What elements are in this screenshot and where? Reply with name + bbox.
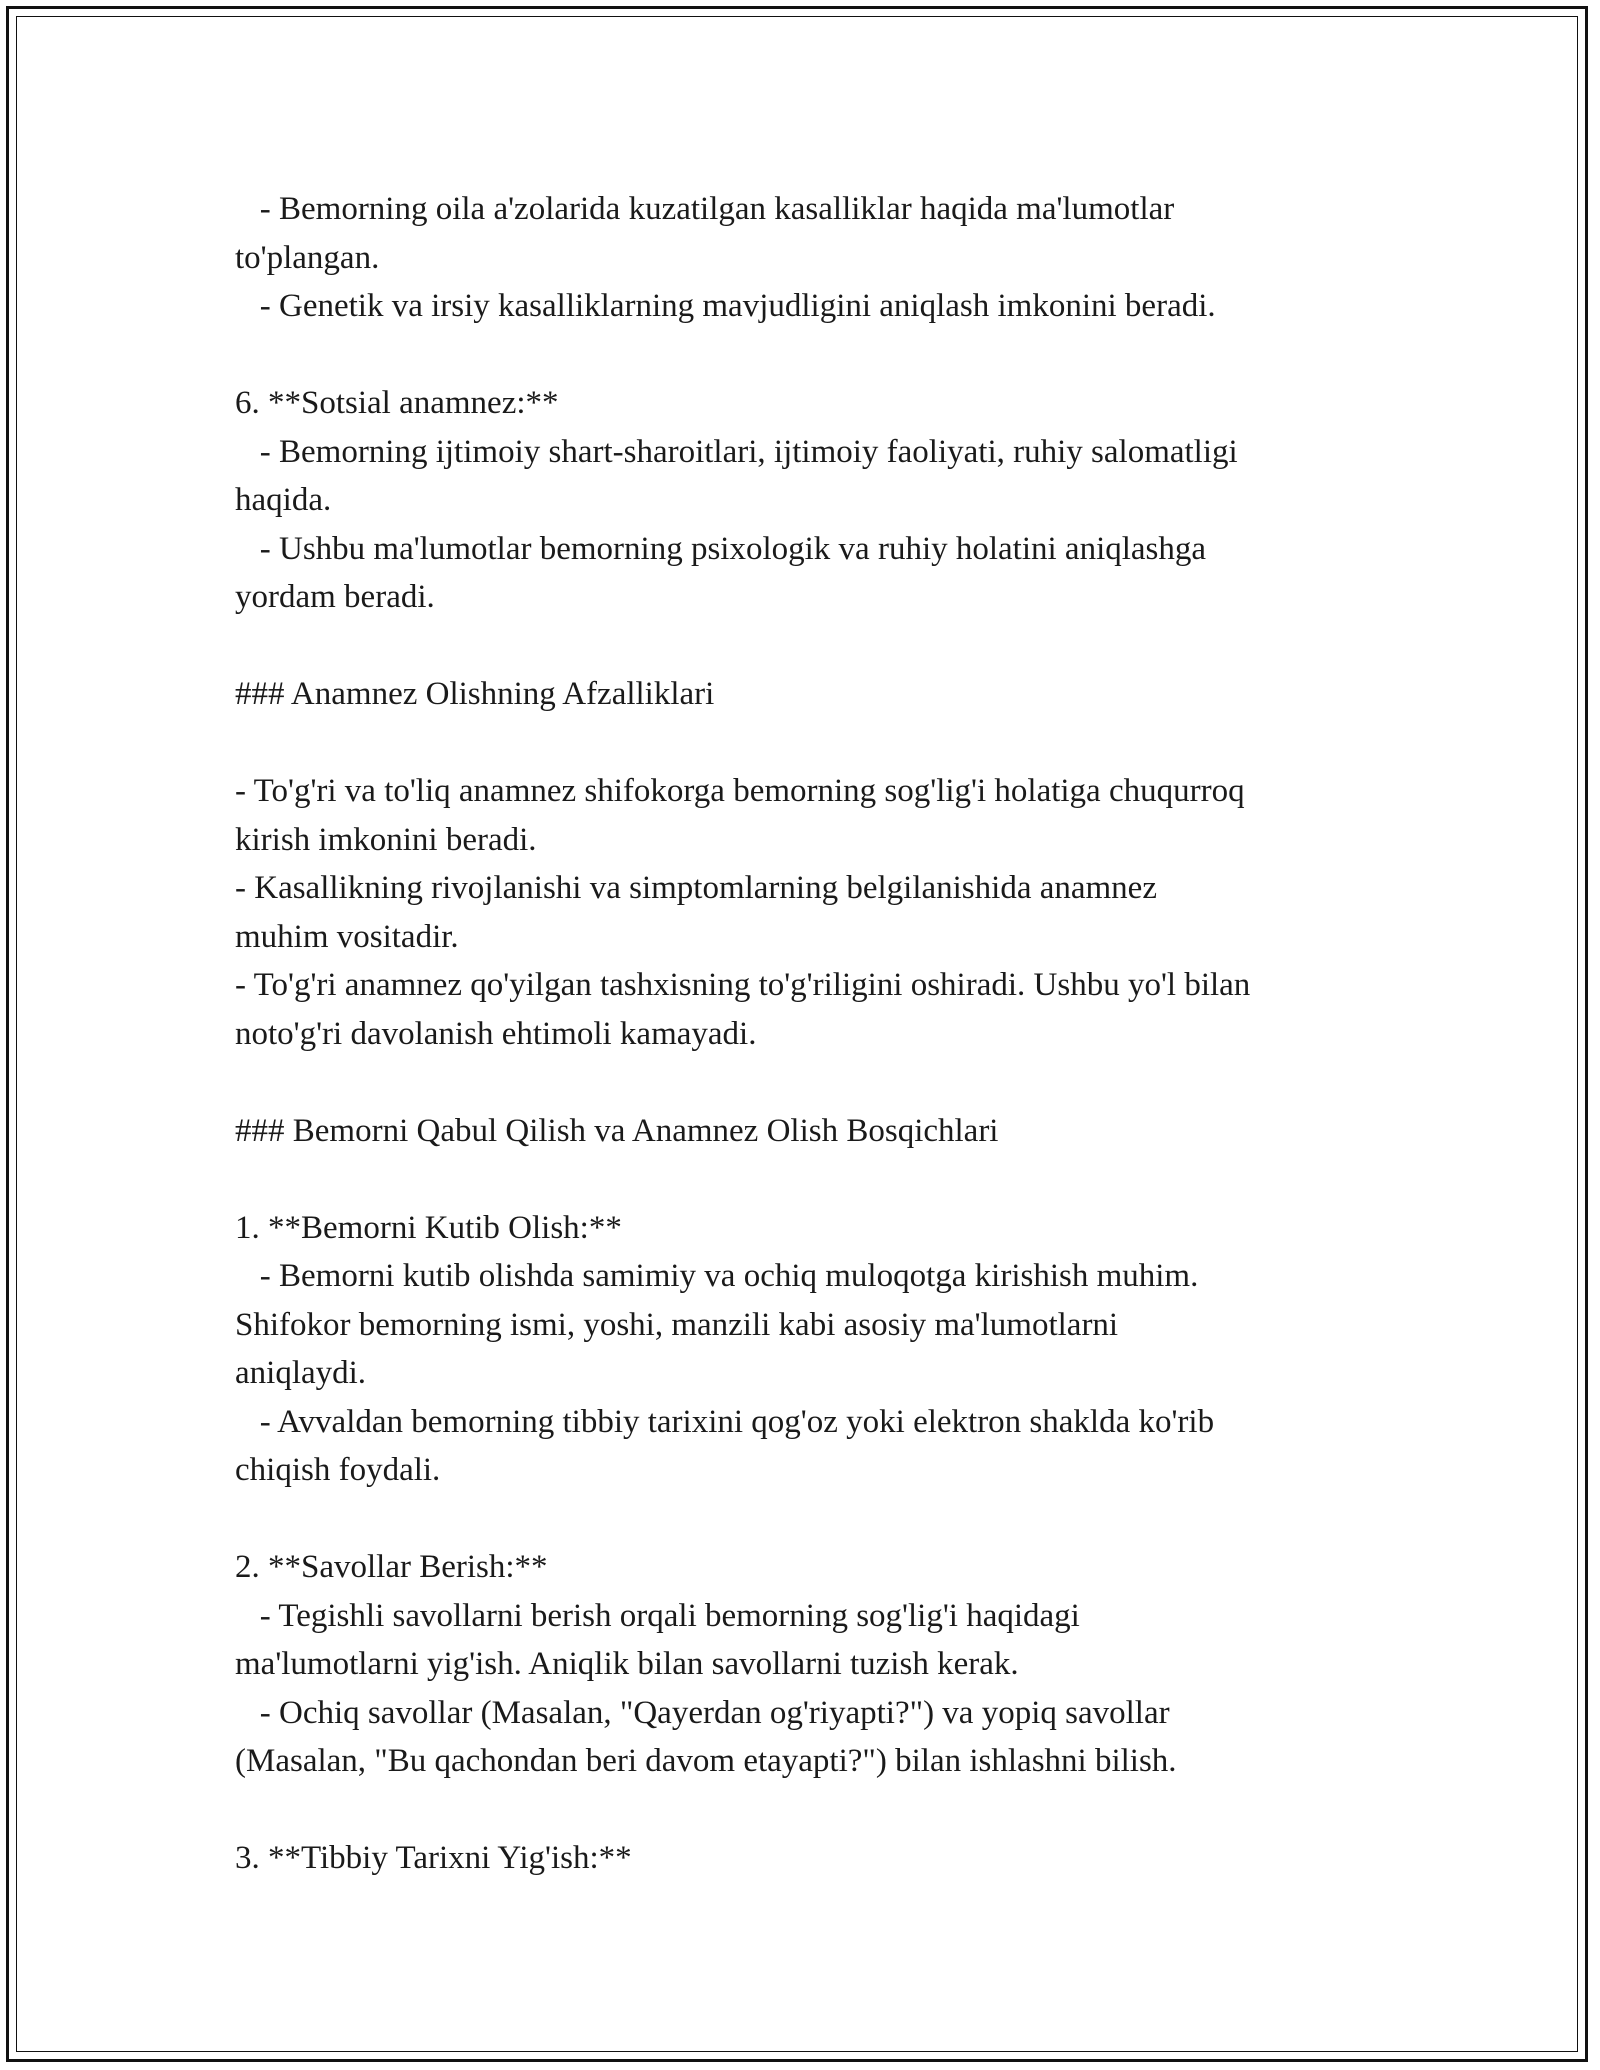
section-heading: 6. **Sotsial anamnez:** (235, 385, 559, 421)
text-line: - To'g'ri anamnez qo'yilgan tashxisning to'g'riligini oshiradi. Ushbu yo'l bilan (235, 967, 1251, 1003)
text-line: noto'g'ri davolanish ehtimoli kamayadi. (235, 1015, 757, 1052)
text-line: - Kasallikning rivojlanishi va simptomlarning belgilanishida anamnez (235, 870, 1157, 906)
text-line: haqida. (235, 482, 332, 518)
text-line: - Ushbu ma'lumotlar bemorning psixologik va ruhiy holatini aniqlashga (235, 530, 1207, 567)
text-line: ma'lumotlarni yig'ish. Aniqlik bilan savollarni tuzish kerak. (235, 1646, 1019, 1682)
text-line: - Genetik va irsiy kasalliklarning mavjudligini aniqlash imkonini beradi. (235, 288, 1216, 324)
text-line: Shifokor bemorning ismi, yoshi, manzili kabi asosiy ma'lumotlarni (235, 1306, 1119, 1343)
section-heading: 3. **Tibbiy Tarixni Yig'ish:** (235, 1840, 632, 1876)
section-heading: 1. **Bemorni Kutib Olish:** (235, 1209, 622, 1246)
text-line: - Tegishli savollarni berish orqali bemorning sog'lig'i haqidagi (235, 1597, 1080, 1634)
text-line: - Ochiq savollar (Masalan, "Qayerdan og'riyapti?") va yopiq savollar (235, 1694, 1170, 1731)
blank-line (235, 331, 1415, 380)
section-heading: ### Anamnez Olishning Afzalliklari (235, 676, 715, 712)
text-line: - Avvaldan bemorning tibbiy tarixini qog'oz yoki elektron shaklda ko'rib (235, 1403, 1215, 1440)
text-line: muhim vositadir. (235, 918, 459, 955)
section-heading: ### Bemorni Qabul Qilish va Anamnez Olish Bosqichlari (235, 1112, 999, 1149)
blank-line (235, 622, 1415, 671)
text-line: - Bemorning ijtimoiy shart-sharoitlari, ijtimoiy faoliyati, ruhiy salomatligi (235, 433, 1238, 470)
text-line: - To'g'ri va to'liq anamnez shifokorga bemorning sog'lig'i holatiga chuqurroq (235, 773, 1245, 809)
text-line: kirish imkonini beradi. (235, 821, 537, 858)
text-line: yordam beradi. (235, 579, 435, 615)
blank-line (235, 1786, 1415, 1835)
text-line: - Bemorni kutib olishda samimiy va ochiq muloqotga kirishish muhim. (235, 1258, 1199, 1294)
text-line: (Masalan, "Bu qachondan beri davom etayapti?") bilan ishlashni bilish. (235, 1743, 1177, 1779)
text-line: to'plangan. (235, 239, 380, 276)
blank-line (235, 719, 1415, 768)
document-body (235, 185, 1415, 1883)
text-line: aniqlaydi. (235, 1355, 367, 1391)
text-line: chiqish foydali. (235, 1452, 441, 1488)
blank-line (235, 1495, 1415, 1544)
blank-line (235, 1058, 1415, 1107)
section-heading: 2. **Savollar Berish:** (235, 1549, 548, 1585)
blank-line (235, 1155, 1415, 1204)
text-line: - Bemorning oila a'zolarida kuzatilgan kasalliklar haqida ma'lumotlar (235, 191, 1175, 227)
